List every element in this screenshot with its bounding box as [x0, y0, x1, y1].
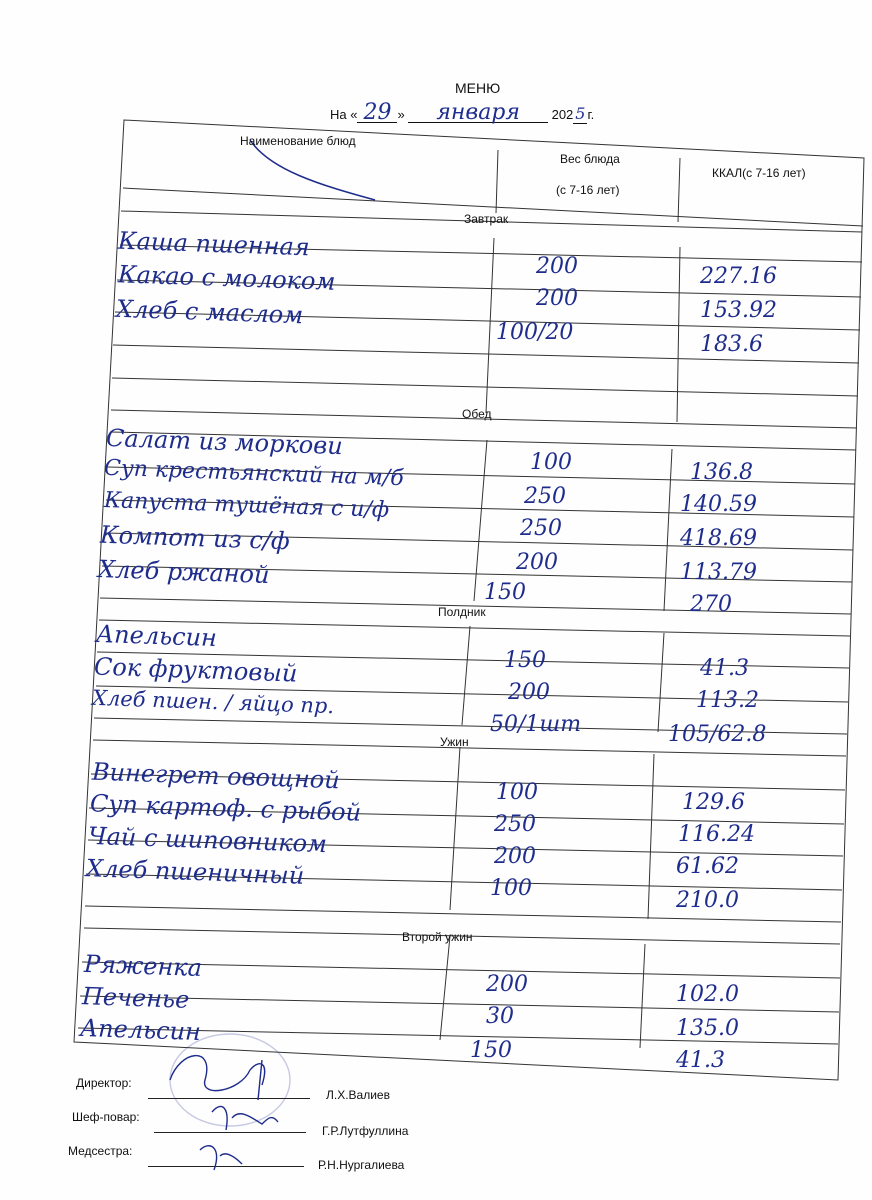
section-label-breakfast: Завтрак	[464, 212, 509, 226]
dish-name: Чай с шиповником	[87, 821, 328, 859]
dish-kcal: 102.0	[676, 982, 739, 1007]
dish-name: Хлеб пшеничный	[85, 854, 305, 890]
dish-kcal: 140.59	[680, 492, 757, 517]
date-suffix: г.	[587, 107, 595, 122]
signature-role-chef: Шеф-повар:	[72, 1110, 140, 1124]
dish-weight: 50/1шт	[490, 712, 582, 737]
dish-name: Апельсин	[95, 619, 218, 653]
dish-name: Апельсин	[79, 1013, 202, 1047]
dish-kcal: 129.6	[682, 790, 745, 815]
dish-name: Каша пшенная	[117, 226, 311, 262]
dish-name: Сок фруктовый	[93, 652, 298, 688]
dish-name: Какао с молоком	[117, 260, 336, 296]
dish-kcal: 105/62.8	[668, 722, 767, 747]
dish-kcal: 41.3	[700, 656, 749, 681]
dish-kcal: 183.6	[700, 332, 763, 357]
stamp-circle	[170, 1034, 290, 1126]
dish-weight: 250	[524, 484, 566, 509]
dish-weight: 30	[486, 1004, 514, 1029]
dish-name: Печенье	[81, 982, 190, 1014]
header-weight-line2: (с 7-16 лет)	[556, 183, 620, 197]
section-label-second-dinner: Второй ужин	[402, 930, 473, 944]
dish-weight: 200	[508, 680, 550, 705]
dish-kcal: 136.8	[690, 460, 753, 485]
dish-name: Капуста тушёная с и/ф	[103, 488, 390, 523]
chef-signature	[212, 1106, 278, 1130]
signature-name-nurse: Р.Н.Нургалиева	[318, 1158, 405, 1172]
dish-kcal: 210.0	[676, 888, 739, 913]
dish-name: Хлеб пшен. / яйцо пр.	[91, 685, 335, 719]
header-kcal: ККАЛ(с 7-16 лет)	[712, 166, 806, 180]
dish-kcal: 227.16	[700, 264, 777, 289]
date-prefix: На «	[330, 107, 358, 122]
dish-weight: 200	[486, 972, 528, 997]
dish-weight: 250	[520, 516, 562, 541]
dish-kcal: 113.2	[696, 688, 759, 713]
date-month: января	[408, 104, 548, 123]
dish-kcal: 135.0	[676, 1016, 739, 1041]
signature-name-chef: Г.Р.Лутфуллина	[322, 1124, 409, 1138]
signature-role-director: Директор:	[76, 1076, 132, 1090]
header-weight-line1: Вес блюда	[560, 152, 620, 166]
dish-weight: 200	[536, 254, 578, 279]
date-middle: »	[397, 107, 405, 122]
dish-weight: 150	[470, 1038, 512, 1063]
dish-name: Винегрет овощной	[91, 757, 341, 795]
dish-kcal: 153.92	[700, 298, 777, 323]
dish-kcal: 270	[690, 592, 732, 617]
section-label-snack: Полдник	[438, 605, 486, 619]
dish-kcal: 113.79	[680, 560, 757, 585]
dish-name: Суп картоф. с рыбой	[89, 789, 362, 827]
signature-role-nurse: Медсестра:	[68, 1144, 133, 1158]
dish-kcal: 61.62	[676, 854, 739, 879]
date-year-digit: 5	[575, 104, 586, 123]
dish-name: Хлеб ржаной	[97, 555, 270, 589]
dish-weight: 150	[484, 580, 526, 605]
director-signature	[170, 1056, 265, 1100]
dish-kcal: 418.69	[680, 526, 757, 551]
nurse-signature	[200, 1146, 242, 1170]
section-label-lunch: Обед	[462, 407, 492, 421]
dish-name: Компот из с/ф	[99, 520, 291, 556]
signature-name-director: Л.Х.Валиев	[326, 1088, 390, 1102]
dish-name: Суп крестьянский на м/б	[103, 455, 405, 492]
date-year-prefix: 202	[551, 107, 574, 122]
dish-name: Ряженка	[83, 949, 203, 983]
dish-name: Салат из моркови	[105, 423, 344, 461]
dish-weight: 100	[496, 780, 538, 805]
dish-weight: 100	[530, 450, 572, 475]
header-name: Наименование блюд	[240, 134, 356, 148]
dish-weight: 200	[536, 286, 578, 311]
dish-kcal: 41.3	[676, 1048, 725, 1073]
dish-weight: 200	[494, 844, 536, 869]
dish-name: Хлеб с маслом	[115, 294, 304, 330]
date-day: 29	[357, 104, 397, 123]
dish-weight: 100	[490, 876, 532, 901]
section-label-dinner: Ужин	[440, 735, 469, 749]
dish-weight: 250	[494, 812, 536, 837]
dish-kcal: 116.24	[678, 822, 755, 847]
dish-weight: 200	[516, 550, 558, 575]
dish-weight: 150	[504, 648, 546, 673]
page-title: МЕНЮ	[455, 80, 501, 96]
dish-weight: 100/20	[496, 320, 574, 345]
